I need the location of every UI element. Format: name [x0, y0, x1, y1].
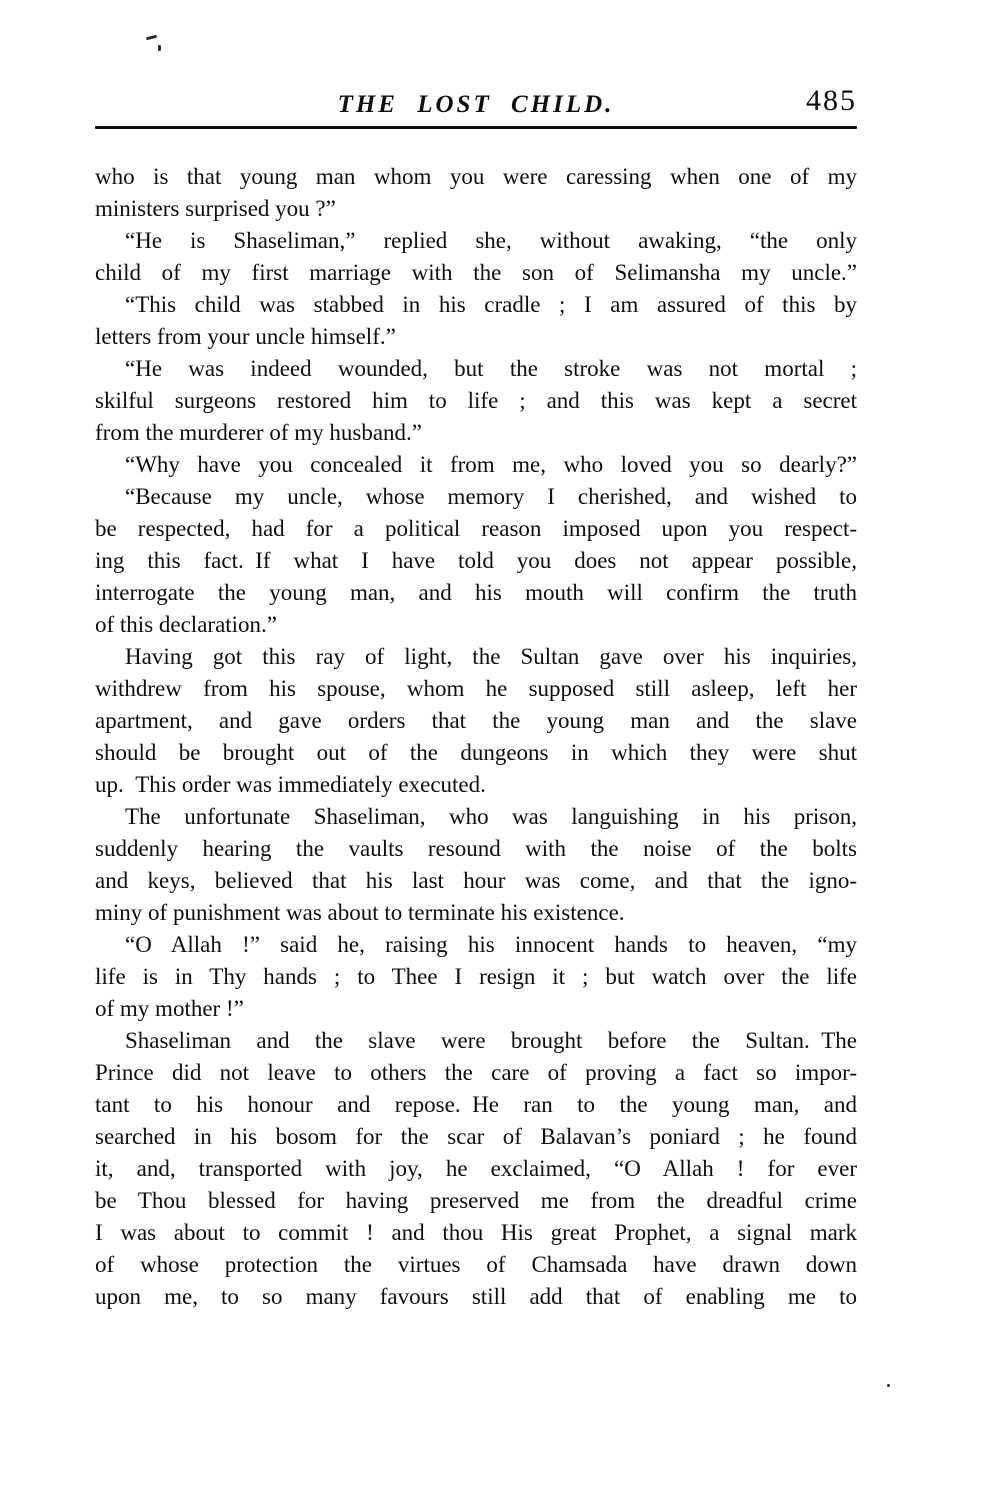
scan-speckle [158, 45, 161, 51]
text-line: of this declaration.” [95, 612, 278, 637]
text-line: be Thou blessed for having preserved me from the dreadful crime [95, 1188, 857, 1213]
text-line: from the murderer of my husband.” [95, 420, 423, 445]
text-line: “Because my uncle, whose memory I cherished, and wished to [125, 484, 857, 509]
text-block [95, 161, 857, 1313]
text-line: ministers surprised you ?” [95, 196, 336, 221]
text-line: Having got this ray of light, the Sultan gave over his inquiries, [125, 644, 857, 669]
paragraph [95, 641, 857, 801]
paragraph [95, 161, 857, 225]
text-line: Shaseliman and the slave were brought before the Sultan. The [125, 1028, 857, 1053]
text-line: “O Allah !” said he, raising his innocent hands to heaven, “my [125, 932, 857, 957]
text-line: The unfortunate Shaseliman, who was languishing in his prison, [125, 804, 857, 829]
text-line: withdrew from his spouse, whom he supposed still asleep, left her [95, 676, 857, 701]
paragraph [95, 353, 857, 449]
text-line: who is that young man whom you were caressing when one of my [95, 164, 857, 189]
text-line: and keys, believed that his last hour was come, and that the igno- [95, 868, 857, 893]
header-rule [95, 126, 857, 129]
paragraph [95, 481, 857, 641]
text-line: miny of punishment was about to terminate his existence. [95, 900, 625, 925]
text-line: be respected, had for a political reason imposed upon you respect- [95, 516, 857, 541]
text-line: “He is Shaseliman,” replied she, without awaking, “the only [125, 228, 857, 253]
paragraph [95, 1025, 857, 1313]
text-line: of my mother !” [95, 996, 244, 1021]
text-line: should be brought out of the dungeons in which they were shut [95, 740, 857, 765]
text-line: ing this fact. If what I have told you does not appear possible, [95, 548, 857, 573]
scan-speckle [146, 35, 157, 41]
text-line: I was about to commit ! and thou His great Prophet, a signal mark [95, 1220, 857, 1245]
text-line: searched in his bosom for the scar of Balavan’s poniard ; he found [95, 1124, 857, 1149]
text-line: Prince did not leave to others the care of proving a fact so impor- [95, 1060, 857, 1085]
page-number: 485 [806, 84, 857, 117]
text-line: tant to his honour and repose. He ran to the young man, and [95, 1092, 857, 1117]
text-line: “He was indeed wounded, but the stroke was not mortal ; [125, 356, 857, 381]
text-line: interrogate the young man, and his mouth will confirm the truth [95, 580, 857, 605]
text-line: upon me, to so many favours still add that of enabling me to [95, 1284, 857, 1309]
running-title: THE LOST CHILD. [337, 91, 615, 118]
text-line: “This child was stabbed in his cradle ; I am assured of this by [125, 292, 857, 317]
scan-speckle [887, 1384, 890, 1387]
paragraph [95, 449, 857, 481]
paragraph [95, 289, 857, 353]
text-line: suddenly hearing the vaults resound with the noise of the bolts [95, 836, 857, 861]
text-line: of whose protection the virtues of Chamsada have drawn down [95, 1252, 857, 1277]
paragraph [95, 929, 857, 1025]
text-line: up. This order was immediately executed. [95, 772, 486, 797]
text-line: apartment, and gave orders that the young man and the slave [95, 708, 857, 733]
paragraph [95, 801, 857, 929]
text-line: life is in Thy hands ; to Thee I resign it ; but watch over the life [95, 964, 857, 989]
text-line: it, and, transported with joy, he exclaimed, “O Allah ! for ever [95, 1156, 857, 1181]
text-line: child of my first marriage with the son of Selimansha my uncle.” [95, 260, 857, 285]
text-line: skilful surgeons restored him to life ; and this was kept a secret [95, 388, 857, 413]
paragraph [95, 225, 857, 289]
text-line: “Why have you concealed it from me, who loved you so dearly?” [125, 452, 857, 477]
text-line: letters from your uncle himself.” [95, 324, 396, 349]
